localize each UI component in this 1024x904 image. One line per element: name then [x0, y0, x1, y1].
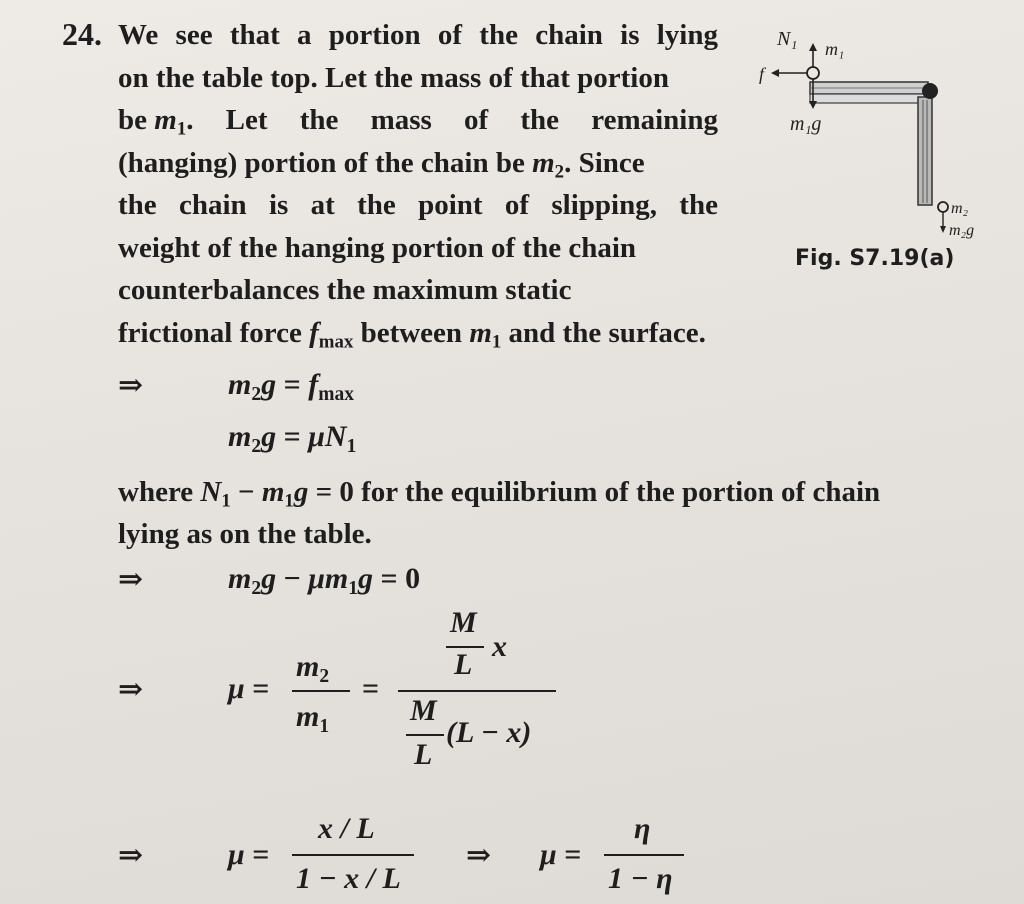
numerator-x: x — [492, 630, 507, 663]
equals-2: = — [362, 672, 380, 705]
problem-number: 24. — [62, 16, 102, 52]
numerator-eta: η — [634, 812, 651, 845]
table-edge — [810, 94, 928, 103]
where-line-2: lying as on the table. — [118, 518, 372, 550]
implies-arrow-3: ⇒ — [118, 673, 144, 706]
mu-symbol-2: μ = — [228, 838, 270, 871]
solution-paragraph — [118, 14, 718, 354]
label-m1: m₁ — [825, 39, 845, 59]
label-N1: N₁ — [777, 28, 798, 50]
pulley-icon — [922, 83, 938, 99]
denominator-L-minus-x: (L − x) — [446, 716, 532, 749]
numerator-M: M — [450, 606, 477, 639]
label-f: f — [759, 64, 765, 84]
paragraph-line-2: on the table top. Let the mass of that portion — [118, 61, 669, 94]
mu-symbol-3: μ = — [540, 838, 582, 871]
implies-arrow-1: ⇒ — [118, 369, 144, 402]
frac-m2: $m_2$ — [296, 650, 330, 687]
equation-2: $m_2g = \mu N_1$ — [228, 420, 357, 457]
mass-m1-icon — [807, 67, 819, 79]
paragraph-line-6: weight of the hanging portion of the chain — [118, 231, 637, 264]
denominator-one-minus-x-over-L: 1 − x / L — [296, 862, 401, 895]
fraction-bar-M-L-bottom — [406, 734, 444, 736]
implies-arrow-4: ⇒ — [118, 839, 144, 872]
fraction-bar-eta — [604, 854, 684, 856]
hanging-chain — [918, 97, 932, 205]
figure-caption: Fig. S7.19(a) — [795, 246, 955, 271]
paragraph-line-5: the chain is at the point of slipping, the — [118, 189, 718, 221]
fraction-bar-m2-m1 — [292, 690, 350, 692]
paragraph-line-3: be $m_1$. Let the mass of the remaining — [118, 104, 718, 140]
numerator-L: L — [454, 648, 473, 681]
equation-3: $m_2g - \mu m_1g = 0$ — [228, 562, 421, 599]
chain-on-table-figure — [755, 25, 990, 255]
frac-m1: $m_1$ — [296, 700, 330, 737]
implies-arrow-5: ⇒ — [466, 839, 492, 872]
equation-1: $m_2g = f_{max}$ — [228, 368, 354, 405]
label-m1g: m₁g — [790, 113, 822, 135]
denominator-one-minus-eta: 1 − η — [608, 862, 673, 895]
fraction-bar-main — [398, 690, 556, 692]
mu-symbol-1: μ = — [228, 672, 270, 705]
denominator-M: M — [410, 694, 437, 727]
fraction-bar-x-over-L — [292, 854, 414, 856]
implies-arrow-2: ⇒ — [118, 563, 144, 596]
where-line-1: where $N_1 - m_1g = 0$ for the equilibrium of the portion of chain — [118, 476, 881, 512]
paragraph-line-8: frictional force $f_{max}$ between $m_1$ and the surface. — [118, 316, 706, 353]
paragraph-line-7: counterbalances the maximum static — [118, 274, 572, 306]
denominator-L: L — [414, 738, 433, 771]
paragraph-line-4: (hanging) portion of the chain be $m_2$. Since — [118, 146, 645, 183]
numerator-x-over-L: x / L — [318, 812, 375, 845]
label-m2g: m₂g — [949, 222, 975, 239]
label-m2: m₂ — [951, 200, 969, 217]
paragraph-line-1: We see that a portion of the chain is lying — [118, 19, 718, 51]
mass-m2-icon — [938, 202, 948, 212]
